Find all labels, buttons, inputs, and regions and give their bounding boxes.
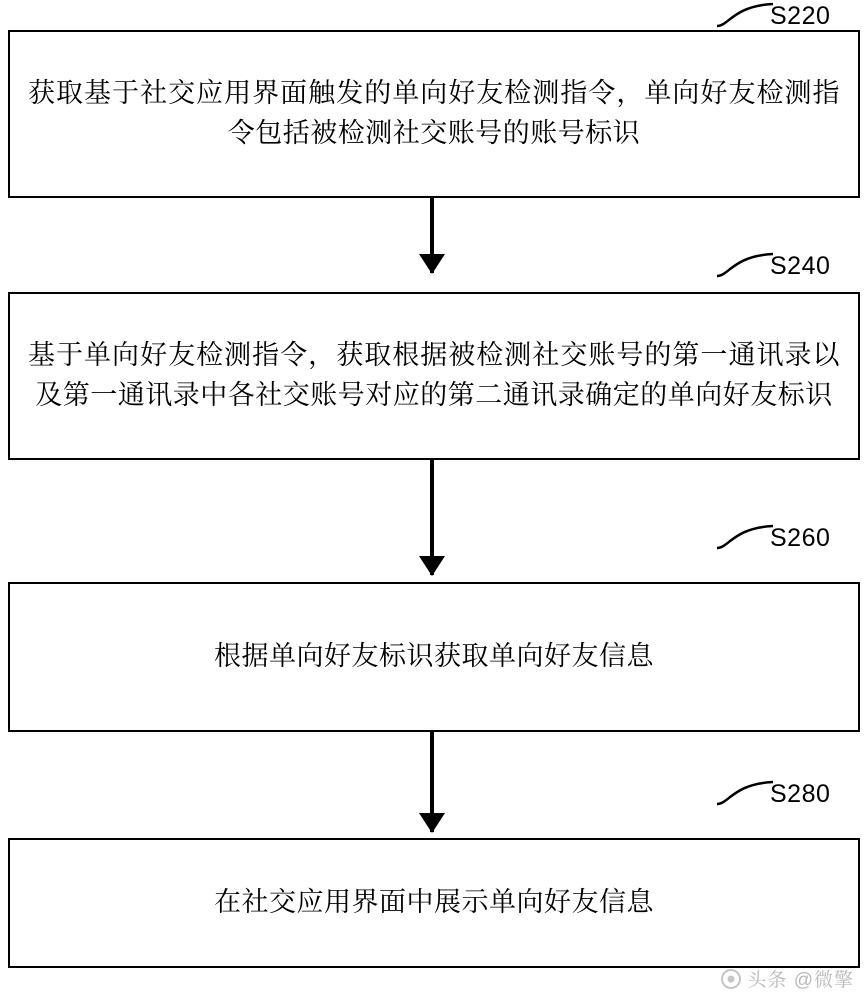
watermark-icon <box>721 969 741 989</box>
leader-curve-s280 <box>715 778 775 806</box>
step-text-s220: 获取基于社交应用界面触发的单向好友检测指令，单向好友检测指令包括被检测社交账号的账号标识 <box>28 78 840 148</box>
step-label-s220: S220 <box>770 2 831 30</box>
step-label-s240: S240 <box>770 252 831 280</box>
leader-line-s240 <box>715 250 775 278</box>
step-text-s240: 基于单向好友检测指令，获取根据被检测社交账号的第一通讯录以及第一通讯录中各社交账号对应的第二通讯录确定的单向好友标识 <box>28 340 840 410</box>
leader-line-s220 <box>715 0 775 28</box>
step-box-s240 <box>8 292 860 460</box>
leader-curve-s220 <box>715 0 775 28</box>
step-text-s260: 根据单向好友标识获取单向好友信息 <box>214 641 654 672</box>
step-label-s280: S280 <box>770 780 831 808</box>
leader-curve-s260 <box>715 522 775 550</box>
step-box-s260 <box>8 582 860 732</box>
arrow-s240-to-s260 <box>430 460 434 575</box>
step-label-s260: S260 <box>770 524 831 552</box>
leader-curve-s240 <box>715 250 775 278</box>
arrow-s260-to-s280 <box>430 732 434 832</box>
step-box-s280 <box>8 838 860 968</box>
watermark <box>721 965 854 992</box>
watermark-text: 头条 @微擎 <box>747 970 854 991</box>
step-box-s220 <box>8 30 860 198</box>
arrow-s220-to-s240 <box>430 198 434 273</box>
leader-line-s280 <box>715 778 775 806</box>
step-text-s280: 在社交应用界面中展示单向好友信息 <box>214 887 654 918</box>
leader-line-s260 <box>715 522 775 550</box>
